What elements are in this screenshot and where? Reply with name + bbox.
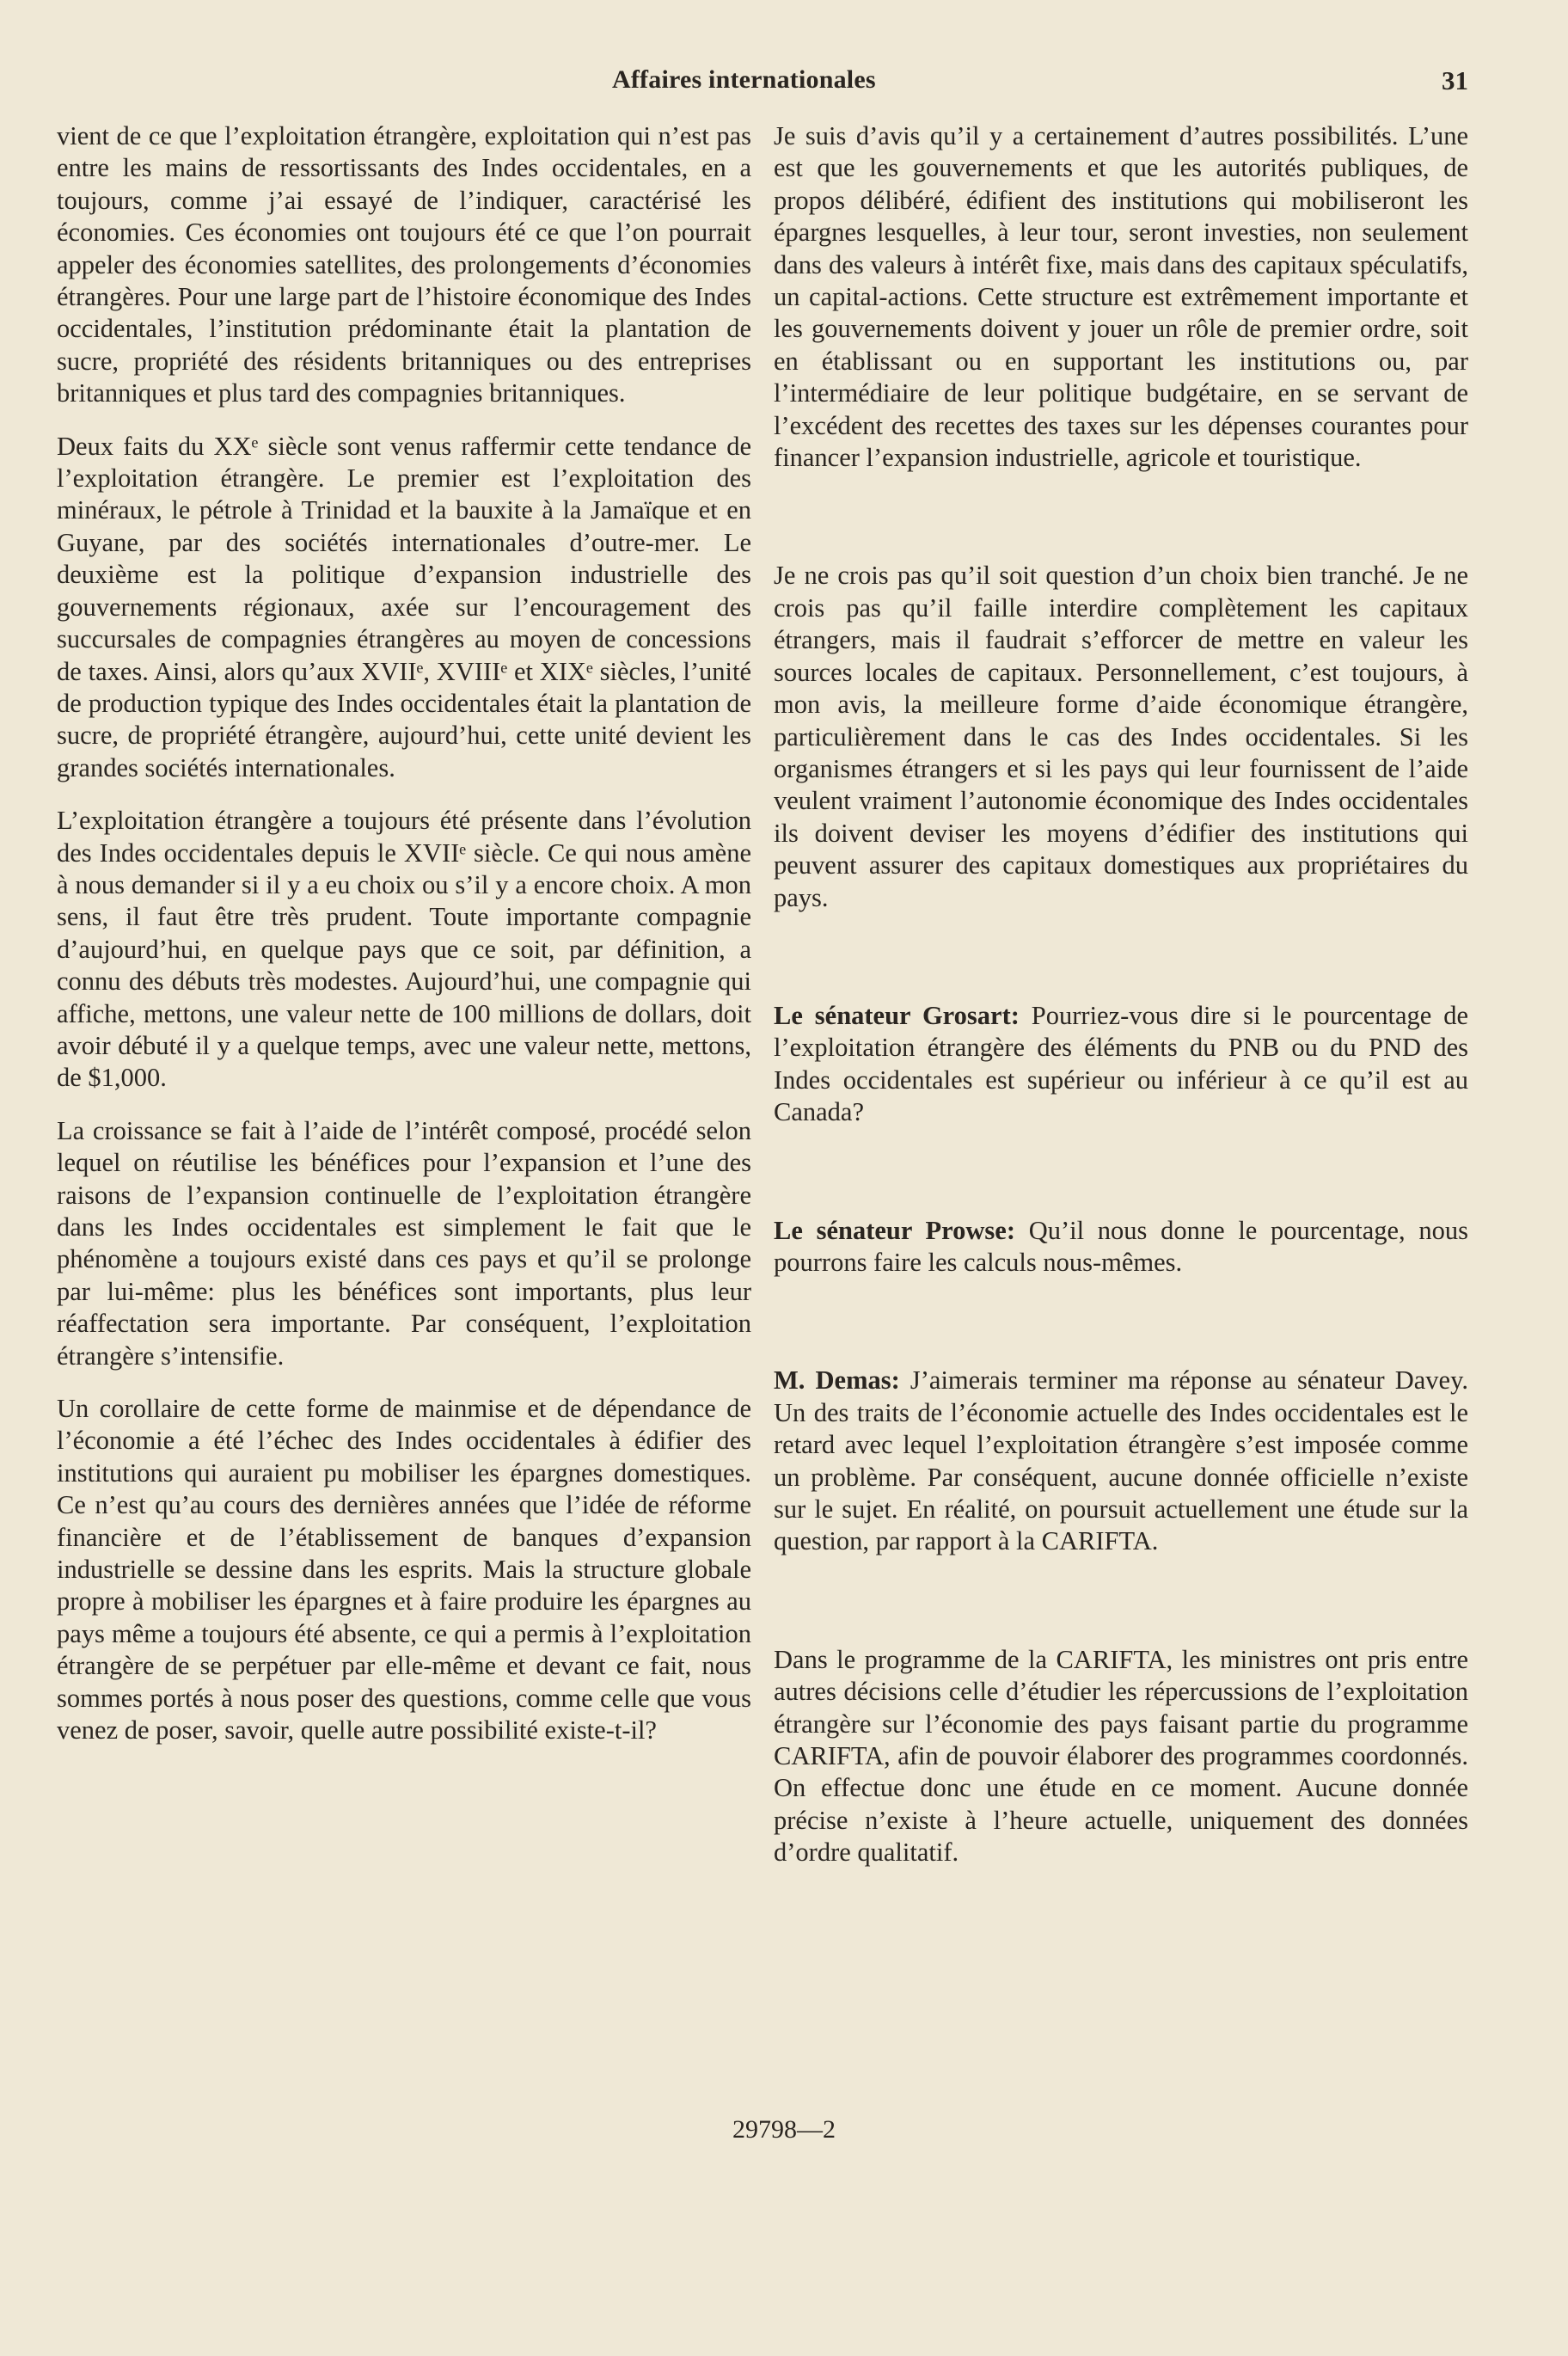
paragraph: Un corollaire de cette forme de mainmise et de dépendance de l’économie a été l’échec des Indes occidentales à édifier des institutions qui auraient pu mobiliser les épargnes domestiques. Ce n’est qu’au cours des dernières années que l’idée de réforme financière et de l’établissement de banques d’expansion industrielle se dessine dans les esprits. Mais la structure globale propre à mobiliser les épargnes et à faire produire les épargnes au pays même a toujours été absente, ce qui a permis à l’exploitation étrangère de se perpétuer par elle-même et devant ce fait, nous sommes portés à nous poser des questions, comme celle que vous venez de poser, savoir, quelle autre possibilité existe-t-il? [57,1394,751,1746]
speaker-name: Le sénateur Grosart: [774,1000,1020,1030]
running-header-title: Affaires internationales [612,65,876,94]
paragraph: La croissance se fait à l’aide de l’intérêt composé, procédé selon lequel on réutilise les bénéfices pour l’expansion et l’une des raisons de l’expansion continuelle de l’exploitation étrangère dans les Indes occidentales est simplement le fait que le phénomène a toujours existé dans ces pays et qu’il se prolonge par lui-même: plus les bénéfices sont importants, plus leur réaffectation sera importante. Par conséquent, l’exploitation étrangère s’intensifie. [57,1115,751,1371]
speaker-name: Le sénateur Prowse: [774,1215,1015,1245]
paragraph-text: Qu’il nous donne le pourcentage, nous pourrons faire les calculs nous-mêmes. [774,1215,1468,1277]
right-column [774,120,1468,1869]
paragraph [774,560,1468,913]
paragraph-text: Pourriez-vous dire si le pourcentage de l’exploitation étrangère des éléments du PNB ou du PND des Indes occidentales est supérieur ou inférieur à ce qu’il est au Canada? [774,1000,1468,1127]
paragraph-text: Je suis d’avis qu’il y a certainement d’autres possibilités. L’une est que les gouvernements et que les autorités publiques, de propos délibéré, édifient des institutions qui mobiliseront les épargnes lesquelles, à leur tour, seront investies, non seulement dans des valeurs à intérêt fixe, mais dans des capitaux spéculatifs, un capital-actions. Cette structure est extrêmement importante et les gouvernements doivent y jouer un rôle de premier ordre, soit en établissant ou en supportant les institutions ou, par l’intermédiaire de leur politique budgétaire, en se servant de l’excédent des recettes des taxes sur les dépenses courantes pour financer l’expansion industrielle, agricole et touristique. [774,121,1468,473]
left-column [57,120,751,1747]
paragraph-text: Je ne crois pas qu’il soit question d’un choix bien tranché. Je ne crois pas qu’il faille interdire complètement les capitaux étrangers, mais il faudrait s’efforcer de mettre en valeur les sources locales de capitaux. Personnellement, c’est toujours, à mon avis, la meilleure forme d’aide économique étrangère, particulièrement dans le cas des Indes occidentales. Si les organismes étrangers et si les pays qui leur fournissent de l’aide veulent vraiment l’autonomie économique des Indes occidentales ils doivent deviser les moyens d’édifier des institutions qui peuvent assurer des capitaux domestiques aux propriétaires du pays. [774,561,1468,912]
paragraph [774,120,1468,474]
paragraph: Deux faits du XXᵉ siècle sont venus raffermir cette tendance de l’exploitation étrangère. Le premier est l’exploitation des minéraux, le pétrole à Trinidad et la bauxite à la Jamaïque et en Guyane, par des sociétés internationales d’outre-mer. Le deuxième est la politique d’expansion industrielle des gouvernements régionaux, axée sur l’encouragement des succursales de compagnies étrangères au moyen de concessions de taxes. Ainsi, alors qu’aux XVIIᵉ, XVIIIᵉ et XIXᵉ siècles, l’unité de production typique des Indes occidentales était la plantation de sucre, de propriété étrangère, aujourd’hui, cette unité devient les grandes sociétés internationales. [57,431,751,782]
paragraph-text: Dans le programme de la CARIFTA, les ministres ont pris entre autres décisions celle d’étudier les répercussions de l’exploitation étrangère sur l’économie des pays faisant partie du programme CARIFTA, afin de pouvoir élaborer des programmes coordonnés. On effectue donc une étude en ce moment. Aucune donnée précise n’existe à l’heure actuelle, uniquement des données d’ordre qualitatif. [774,1644,1468,1868]
page-number: 31 [1442,65,1468,95]
footer-code: 29798—2 [732,2115,836,2144]
paragraph: L’exploitation étrangère a toujours été présente dans l’évolution des Indes occidentales depuis le XVIIᵉ siècle. Ce qui nous amène à nous demander si il y a eu choix ou s’il y a encore choix. A mon sens, il faut être très prudent. Toute importante compagnie d’aujourd’hui, en quelque pays que ce soit, par définition, a connu des débuts très modestes. Aujourd’hui, une compagnie qui affiche, mettons, une valeur nette de 100 millions de dollars, doit avoir débuté il y a quelque temps, avec une valeur nette, mettons, de $1,000. [57,806,751,1093]
speaker-paragraph [774,1215,1468,1279]
paragraph [774,1644,1468,1869]
speaker-paragraph [774,1365,1468,1557]
speaker-name: M. Demas: [774,1365,900,1396]
paragraph: vient de ce que l’exploitation étrangère, exploitation qui n’est pas entre les mains de ressortissants des Indes occidentales, en a toujours, comme j’ai essayé de l’indiquer, caractérisé les économies. Ces économies ont toujours été ce que l’on pourrait appeler des économies satellites, des prolongements d’économies étrangères. Pour une large part de l’histoire économique des Indes occidentales, l’institution prédominante était la plantation de sucre, propriété des résidents britanniques ou des entreprises britanniques et plus tard des compagnies britanniques. [57,121,751,408]
speaker-paragraph [774,1000,1468,1129]
paragraph-text: J’aimerais terminer ma réponse au sénateur Davey. Un des traits de l’économie actuelle des Indes occidentales est le retard avec lequel l’exploitation étrangère s’est imposée comme un problème. Par conséquent, aucune donnée officielle n’existe sur le sujet. En réalité, on poursuit actuellement une étude sur la question, par rapport à la CARIFTA. [774,1365,1468,1556]
